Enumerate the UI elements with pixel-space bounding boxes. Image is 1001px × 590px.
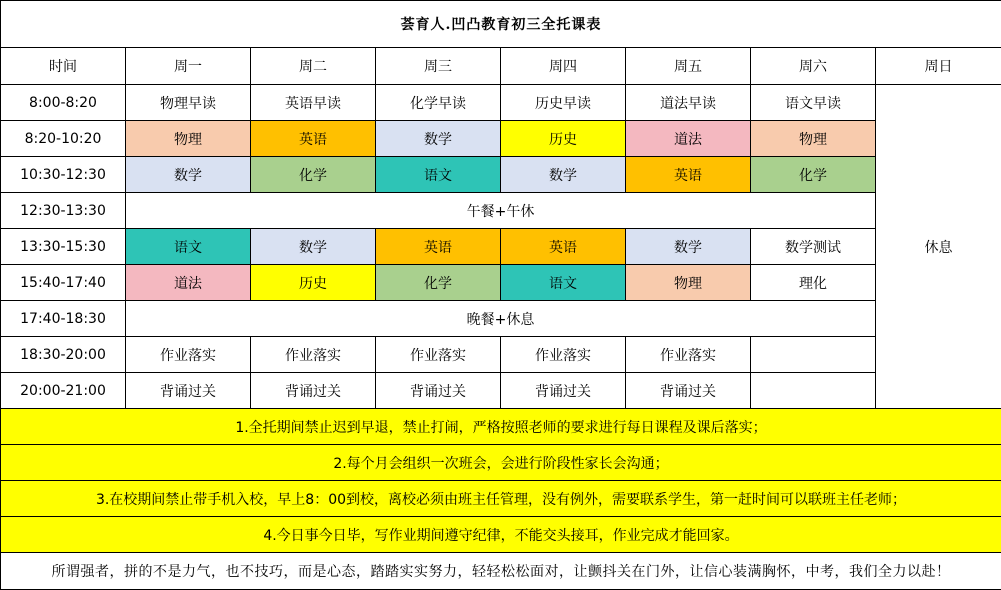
header-day: 周一 xyxy=(126,48,251,85)
class-cell: 物理 xyxy=(751,121,876,157)
class-cell: 作业落实 xyxy=(126,337,251,373)
class-cell: 作业落实 xyxy=(626,337,751,373)
header-row xyxy=(1,48,1001,85)
class-cell: 化学 xyxy=(376,265,501,301)
time-slot: 15:40-17:40 xyxy=(1,265,126,301)
class-cell: 背诵过关 xyxy=(126,373,251,409)
rule-note: 1.全托期间禁止迟到早退，禁止打闹，严格按照老师的要求进行每日课程及课后落实； xyxy=(1,409,1001,445)
header-day: 周四 xyxy=(501,48,626,85)
class-cell: 英语 xyxy=(501,229,626,265)
class-cell: 物理 xyxy=(126,121,251,157)
class-cell: 背诵过关 xyxy=(501,373,626,409)
motto-row xyxy=(1,553,1001,590)
sunday-rest-cell: 休息 xyxy=(876,85,1001,409)
class-cell: 化学 xyxy=(751,157,876,193)
class-cell: 英语早读 xyxy=(251,85,376,121)
time-slot: 10:30-12:30 xyxy=(1,157,126,193)
class-cell: 英语 xyxy=(626,157,751,193)
class-cell: 语文 xyxy=(376,157,501,193)
class-cell: 作业落实 xyxy=(251,337,376,373)
schedule-row xyxy=(1,193,1001,229)
class-cell xyxy=(751,337,876,373)
schedule-title: 荟育人.凹凸教育初三全托课表 xyxy=(1,1,1001,48)
header-day: 周二 xyxy=(251,48,376,85)
schedule-row xyxy=(1,121,1001,157)
header-day: 周三 xyxy=(376,48,501,85)
rule-note: 2.每个月会组织一次班会，会进行阶段性家长会沟通； xyxy=(1,445,1001,481)
class-cell: 作业落实 xyxy=(501,337,626,373)
class-cell: 道法 xyxy=(626,121,751,157)
time-slot: 20:00-21:00 xyxy=(1,373,126,409)
header-day: 周五 xyxy=(626,48,751,85)
class-cell: 数学 xyxy=(626,229,751,265)
class-cell: 物理早读 xyxy=(126,85,251,121)
class-cell: 化学 xyxy=(251,157,376,193)
class-cell: 理化 xyxy=(751,265,876,301)
class-cell xyxy=(751,373,876,409)
time-slot: 18:30-20:00 xyxy=(1,337,126,373)
time-slot: 13:30-15:30 xyxy=(1,229,126,265)
header-day: 周日 xyxy=(876,48,1001,85)
class-cell: 道法早读 xyxy=(626,85,751,121)
schedule-row xyxy=(1,157,1001,193)
class-cell: 数学测试 xyxy=(751,229,876,265)
class-cell: 数学 xyxy=(251,229,376,265)
class-cell: 背诵过关 xyxy=(376,373,501,409)
class-cell: 数学 xyxy=(501,157,626,193)
header-time: 时间 xyxy=(1,48,126,85)
schedule-row xyxy=(1,373,1001,409)
class-cell: 英语 xyxy=(251,121,376,157)
motto-text: 所谓强者，拼的不是力气，也不技巧，而是心态，踏踏实实努力，轻轻松松面对，让颤抖关在门外，让信心装满胸怀，中考，我们全力以赴！ xyxy=(1,553,1001,590)
schedule-row xyxy=(1,229,1001,265)
class-cell: 历史 xyxy=(251,265,376,301)
class-cell: 语文 xyxy=(501,265,626,301)
class-cell: 历史 xyxy=(501,121,626,157)
class-cell: 道法 xyxy=(126,265,251,301)
class-cell: 英语 xyxy=(376,229,501,265)
note-row xyxy=(1,445,1001,481)
class-cell: 化学早读 xyxy=(376,85,501,121)
class-cell: 作业落实 xyxy=(376,337,501,373)
class-cell: 语文早读 xyxy=(751,85,876,121)
time-slot: 17:40-18:30 xyxy=(1,301,126,337)
class-cell: 历史早读 xyxy=(501,85,626,121)
note-row xyxy=(1,409,1001,445)
schedule-row xyxy=(1,85,1001,121)
schedule-row xyxy=(1,337,1001,373)
rule-note: 4.今日事今日毕，写作业期间遵守纪律，不能交头接耳，作业完成才能回家。 xyxy=(1,517,1001,553)
class-cell: 物理 xyxy=(626,265,751,301)
class-cell: 数学 xyxy=(376,121,501,157)
note-row xyxy=(1,481,1001,517)
class-cell: 背诵过关 xyxy=(626,373,751,409)
class-cell: 背诵过关 xyxy=(251,373,376,409)
time-slot: 12:30-13:30 xyxy=(1,193,126,229)
header-day: 周六 xyxy=(751,48,876,85)
time-slot: 8:00-8:20 xyxy=(1,85,126,121)
schedule-row xyxy=(1,301,1001,337)
note-row xyxy=(1,517,1001,553)
rule-note: 3.在校期间禁止带手机入校，早上8：00到校，离校必须由班主任管理，没有例外，需要联系学生，第一赶时间可以联班主任老师； xyxy=(1,481,1001,517)
class-cell: 语文 xyxy=(126,229,251,265)
break-cell: 晚餐+休息 xyxy=(126,301,876,337)
class-cell: 数学 xyxy=(126,157,251,193)
schedule-row xyxy=(1,265,1001,301)
break-cell: 午餐+午休 xyxy=(126,193,876,229)
time-slot: 8:20-10:20 xyxy=(1,121,126,157)
